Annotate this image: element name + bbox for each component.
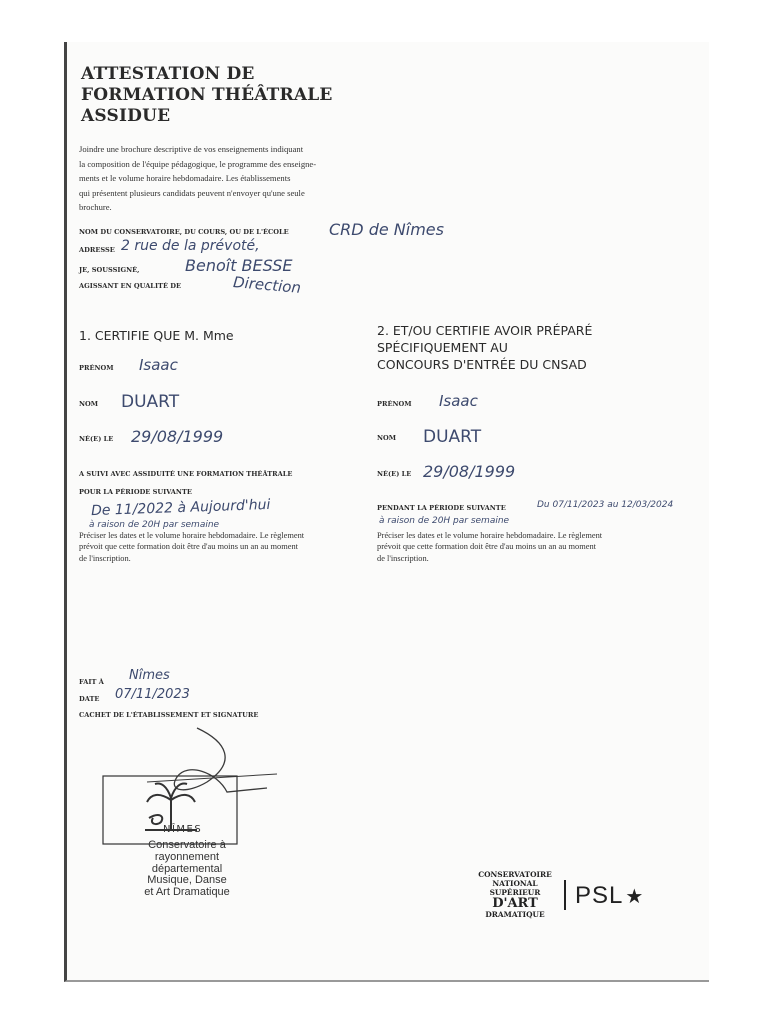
section1-nom-value: DUART [121,392,180,412]
section1-nom-label: NOM [79,400,99,408]
section2-heading-line: CONCOURS D'ENTRÉE DU CNSAD [377,357,587,372]
document-title [81,64,333,127]
stamp-logo [101,768,241,848]
stamp-line: Musique, Danse [147,874,227,887]
section1-prenom-value: Isaac [139,356,178,374]
stamp-line: départemental [151,862,223,875]
section1-period-value: à raison de 20H par semaine [89,520,220,530]
title-line: FORMATION THÉÂTRALE [81,85,333,105]
stamp-line: rayonnement [154,850,220,863]
psl-logo [575,882,644,910]
section2-period-label: PENDANT LA PÉRIODE SUIVANTE [377,504,506,512]
section2-period-value: à raison de 20H par semaine [379,516,510,526]
intro-paragraph [79,142,379,215]
section1-prenom-label: PRÉNOM [79,364,114,372]
section2-prenom-value: Isaac [439,392,478,410]
note-line: Préciser les dates et le volume horaire hebdomadaire. Le règlement [377,531,603,540]
psl-text: PSL [575,882,624,909]
signatory-label: JE, SOUSSIGNÉ, [79,266,140,274]
note-line: de l'inscription. [377,553,429,563]
title-line: ASSIDUE [81,106,171,126]
section1-born-label: NÉ(E) LE [79,435,114,443]
intro-line: la composition de l'équipe pédagogique, le programme des enseigne- [79,158,317,169]
stamp-line: Conservatoire à [148,839,226,851]
section2-heading-line: SPÉCIFIQUEMENT AU [377,340,508,355]
note-line: de l'inscription. [79,553,131,563]
school-label: NOM DU CONSERVATOIRE, DU COURS, OU DE L'ÉCOLE [79,228,289,236]
date-value: 07/11/2023 [115,687,190,702]
section2-prenom-label: PRÉNOM [377,400,412,408]
logo-divider [564,880,566,910]
section2-nom-label: NOM [377,434,397,442]
stamp-line: et Art Dramatique [144,886,230,899]
title-line: ATTESTATION DE [81,64,255,84]
note-line: Préciser les dates et le volume horaire hebdomadaire. Le règlement [79,531,305,540]
intro-line: brochure. [79,202,112,213]
address-value: 2 rue de la prévoté, [121,238,260,254]
quality-label: AGISSANT EN QUALITÉ DE [79,282,182,290]
place-value: Nîmes [129,668,170,683]
logo-line: CONSERVATOIRE [478,870,552,879]
section1-period-value: De 11/2022 à Aujourd'hui [90,496,271,520]
intro-line: Joindre une brochure descriptive de vos enseignements indiquant [79,144,304,154]
section2-heading [377,322,592,373]
logo-line: D'ART [492,896,538,911]
address-label: ADRESSE [79,246,115,254]
quality-value: Direction [232,273,302,297]
stamp-text [127,840,247,899]
note-line: prévoit que cette formation doit être d'au moins un an au moment [377,542,596,552]
attestation-document [64,42,709,982]
stamp-label: CACHET DE L'ÉTABLISSEMENT ET SIGNATURE [79,711,259,719]
section1-note [79,530,367,564]
logo-line: DRAMATIQUE [485,910,545,919]
section2-note [377,530,665,564]
school-value: CRD de Nîmes [329,220,444,239]
section2-nom-value: DUART [423,427,482,447]
section1-period-label: POUR LA PÉRIODE SUIVANTE [79,488,192,496]
section1-heading: 1. CERTIFIE QUE M. Mme [79,328,234,343]
date-label: DATE [79,695,100,703]
intro-line: ments et le volume horaire hebdomadaire. Les établissements [79,173,291,184]
section2-period-value: Du 07/11/2023 au 12/03/2024 [537,500,674,510]
logo-line: SUPÉRIEUR [489,888,541,897]
section2-born-value: 29/08/1999 [423,462,516,481]
signatory-value: Benoît BESSE [185,256,293,275]
section2-born-label: NÉ(E) LE [377,470,412,478]
star-icon: ★ [625,886,645,908]
section1-born-value: 29/08/1999 [131,427,224,446]
stamp-city: NÎMES [163,824,203,835]
cnsad-logo [469,870,561,919]
section2-heading-line: 2. ET/OU CERTIFIE AVOIR PRÉPARÉ [377,323,593,338]
logo-line: NATIONAL [492,879,538,888]
section1-followed-label: A SUIVI AVEC ASSIDUITÉ UNE FORMATION THÉÂTRALE [79,470,293,478]
place-label: FAIT À [79,678,104,686]
note-line: prévoit que cette formation doit être d'au moins un an au moment [79,542,298,552]
intro-line: qui présentent plusieurs candidats peuvent n'envoyer qu'une seule [79,187,305,198]
